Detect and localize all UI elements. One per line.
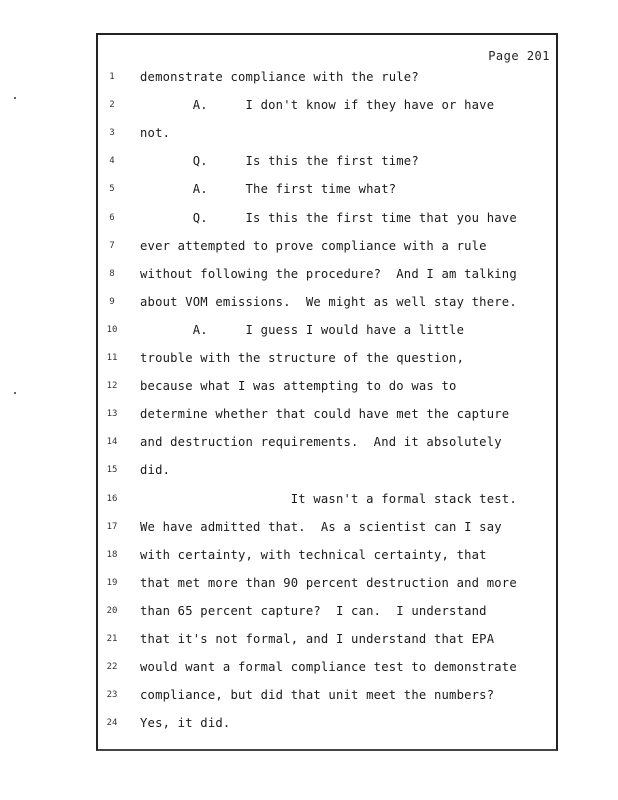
line-text: than 65 percent capture? I can. I understand <box>140 603 487 618</box>
transcript-line <box>98 323 558 343</box>
transcript-line <box>98 520 558 540</box>
line-number: 22 <box>106 662 118 673</box>
line-number: 18 <box>106 549 118 560</box>
line-number: 17 <box>106 521 118 532</box>
transcript-line <box>98 70 558 90</box>
line-number: 20 <box>106 605 118 616</box>
line-text: It wasn't a formal stack test. <box>140 491 517 506</box>
transcript-line <box>98 239 558 259</box>
line-number: 5 <box>109 184 115 195</box>
line-number: 23 <box>106 690 118 701</box>
line-number: 10 <box>106 324 118 335</box>
transcript-line <box>98 351 558 371</box>
line-text: Yes, it did. <box>140 716 231 731</box>
line-number: 19 <box>106 577 118 588</box>
transcript-line <box>98 716 558 736</box>
line-text: A. The first time what? <box>140 182 397 197</box>
line-text: not. <box>140 126 171 141</box>
line-number: 6 <box>109 212 115 223</box>
page-number: Page 201 <box>488 49 550 63</box>
line-text: determine whether that could have met the capture <box>140 407 510 422</box>
scan-speck <box>14 392 16 394</box>
line-text: compliance, but did that unit meet the numbers? <box>140 688 495 703</box>
line-text: because what I was attempting to do was to <box>140 379 457 394</box>
transcript-line <box>98 632 558 652</box>
line-number: 9 <box>109 296 115 307</box>
transcript-line <box>98 267 558 287</box>
transcript-line <box>98 211 558 231</box>
line-text: trouble with the structure of the question, <box>140 351 465 365</box>
transcript-line <box>98 576 558 596</box>
line-number: 21 <box>106 634 118 644</box>
transcript-page <box>96 33 558 751</box>
line-number: 11 <box>106 353 118 363</box>
line-text: demonstrate compliance with the rule? <box>140 70 419 84</box>
line-text: Q. Is this the first time? <box>140 154 419 169</box>
line-text: would want a formal compliance test to demonstrate <box>140 660 517 675</box>
line-number: 14 <box>106 437 118 448</box>
line-text: A. I don't know if they have or have <box>140 98 495 113</box>
line-text: ever attempted to prove compliance with a rule <box>140 238 487 253</box>
transcript-line <box>98 463 558 483</box>
line-text: did. <box>140 463 171 478</box>
line-text: A. I guess I would have a little <box>140 322 465 337</box>
transcript-line <box>98 295 558 315</box>
transcript-line <box>98 435 558 455</box>
line-number: 15 <box>106 465 118 476</box>
transcript-line <box>98 407 558 427</box>
line-text: about VOM emissions. We might as well stay there. <box>140 294 517 309</box>
line-number: 12 <box>106 381 118 392</box>
line-text: without following the procedure? And I am talking <box>140 266 517 281</box>
transcript-line <box>98 379 558 399</box>
line-number: 16 <box>106 493 118 504</box>
line-number: 3 <box>109 128 115 139</box>
transcript-line <box>98 154 558 174</box>
line-text: We have admitted that. As a scientist can I say <box>140 519 502 534</box>
line-number: 7 <box>109 240 115 251</box>
scan-speck <box>14 97 16 99</box>
line-number: 24 <box>106 718 118 729</box>
line-text: and destruction requirements. And it absolutely <box>140 435 502 450</box>
transcript-line <box>98 660 558 680</box>
line-number: 4 <box>109 156 115 167</box>
transcript-line <box>98 98 558 118</box>
transcript-line <box>98 688 558 708</box>
line-text: Q. Is this the first time that you have <box>140 210 517 225</box>
transcript-line <box>98 548 558 568</box>
line-text: that met more than 90 percent destruction and more <box>140 575 517 590</box>
transcript-line <box>98 126 558 146</box>
line-text: with certainty, with technical certainty, that <box>140 547 487 562</box>
transcript-line <box>98 492 558 512</box>
transcript-line <box>98 182 558 202</box>
line-number: 8 <box>109 268 115 279</box>
transcript-line <box>98 604 558 624</box>
line-number: 2 <box>109 100 115 111</box>
line-number: 1 <box>109 72 115 82</box>
line-text: that it's not formal, and I understand that EPA <box>140 632 495 646</box>
line-number: 13 <box>106 409 118 420</box>
